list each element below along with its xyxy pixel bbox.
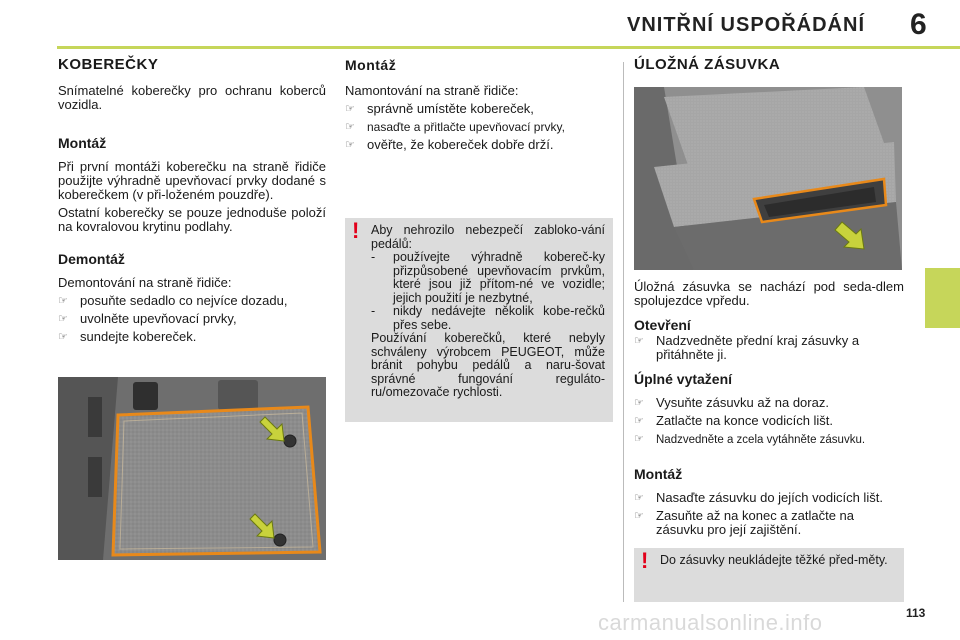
- exclamation-icon: !: [641, 548, 649, 573]
- pointing-hand-icon: ☞: [634, 433, 644, 445]
- drawer-photo: [634, 87, 902, 270]
- list-item: ☞ uvolněte upevňovací prvky,: [58, 311, 237, 326]
- pointing-hand-icon: ☞: [345, 121, 355, 133]
- exclamation-icon: !: [352, 218, 360, 243]
- watermark: carmanualsonline.info: [598, 610, 823, 635]
- mats-intro: Snímatelné koberečky pro ochranu koberců vozidla.: [58, 83, 326, 112]
- page-number: 113: [906, 606, 926, 620]
- pointing-hand-icon: ☞: [58, 331, 68, 343]
- mount-intro: Namontování na straně řidiče:: [345, 83, 519, 98]
- list-item: ☞ sundejte kobereček.: [58, 329, 197, 344]
- dismount-title: Demontáž: [58, 251, 125, 267]
- list-item: ☞ nasaďte a přitlačte upevňovací prvky,: [345, 120, 565, 134]
- drawer-text: [634, 280, 904, 541]
- list-item: ☞ správně umístěte kobereček,: [345, 101, 534, 116]
- left-column: [58, 58, 326, 348]
- list-item: ☞ Nasaďte zásuvku do jejích vodicích lišt.: [634, 490, 883, 505]
- pointing-hand-icon: ☞: [634, 510, 644, 522]
- mount-list: [345, 102, 613, 152]
- list-item: - používejte výhradně kobereč-ky přizpůsobené upevňovacím prvkům, které jsou již přítom-né ve vozidle; jejich použití je nezbytné,: [371, 250, 605, 305]
- list-item: ☞ Zasuňte až na konec a zatlačte na zásuvku pro její zajištění.: [634, 508, 855, 537]
- drawer-intro: Úložná zásuvka se nachází pod seda-dlem spolujezdce vpředu.: [634, 279, 904, 308]
- right-column: [634, 58, 904, 84]
- warning-outro: Používání koberečků, které nebyly schváleny výrobcem PEUGEOT, může bránit pohybu pedálů a naru-šovat správné fungování reguláto-ru/omezovače rychlosti.: [371, 331, 605, 399]
- drawer-mount-title: Montáž: [634, 466, 683, 482]
- mount-title: Montáž: [58, 135, 107, 151]
- warning-intro: Aby nehrozilo nebezpečí zabloko-vání pedálů:: [371, 223, 605, 251]
- section-title-mats: KOBEREČKY: [58, 56, 159, 73]
- mount-paragraph-1: Při první montáži koberečku na straně řidiče použijte výhradně upevňovací prvky dodané s koberečkem (v při-loženém pouzdře).: [58, 159, 326, 202]
- pedal-warning-box: [345, 218, 613, 422]
- drawer-mount-list: [634, 491, 904, 537]
- chapter-title: VNITŘNÍ USPOŘÁDÁNÍ: [626, 14, 865, 36]
- chapter-number: 6: [910, 8, 927, 41]
- header-rule: [57, 46, 960, 49]
- pointing-hand-icon: ☞: [634, 492, 644, 504]
- dismount-list: [58, 294, 326, 344]
- middle-column: [345, 58, 613, 156]
- remove-list: [634, 396, 904, 447]
- remove-title: Úplné vytažení: [634, 371, 733, 387]
- drawer-warning-text: Do zásuvky neukládejte těžké před-měty.: [660, 553, 888, 567]
- pointing-hand-icon: ☞: [634, 397, 644, 409]
- floor-mat-photo: [58, 377, 326, 560]
- list-item: ☞ Vysuňte zásuvku až na doraz.: [634, 395, 829, 410]
- list-item: ☞ Nadzvedněte a zcela vytáhněte zásuvku.: [634, 433, 866, 446]
- pointing-hand-icon: ☞: [634, 415, 644, 427]
- pointing-hand-icon: ☞: [345, 103, 355, 115]
- pointing-hand-icon: ☞: [58, 313, 68, 325]
- list-item: ☞ posuňte sedadlo co nejvíce dozadu,: [58, 293, 288, 308]
- chapter-tab: [925, 268, 960, 328]
- section-title-drawer: ÚLOŽNÁ ZÁSUVKA: [634, 56, 781, 73]
- pointing-hand-icon: ☞: [58, 295, 68, 307]
- mount-title-driver: Montáž: [345, 57, 397, 73]
- list-item: ☞ Nadzvedněte přední kraj zásuvky a přitáhněte ji.: [634, 333, 860, 362]
- pointing-hand-icon: ☞: [345, 139, 355, 151]
- column-divider: [623, 62, 624, 602]
- list-item: ☞ Zatlačte na konce vodicích lišt.: [634, 413, 834, 428]
- pointing-hand-icon: ☞: [634, 335, 644, 347]
- list-item: - nikdy nedávejte několik kobe-rečků přes sebe.: [371, 304, 605, 332]
- dismount-intro: Demontování na straně řidiče:: [58, 275, 232, 290]
- mount-paragraph-2: Ostatní koberečky se pouze jednoduše položí na kovralovou krytinu podlahy.: [58, 205, 326, 234]
- open-list: [634, 334, 904, 362]
- list-item: ☞ ověřte, že kobereček dobře drží.: [345, 137, 554, 152]
- drawer-warning-box: [634, 548, 904, 602]
- open-title: Otevření: [634, 317, 691, 333]
